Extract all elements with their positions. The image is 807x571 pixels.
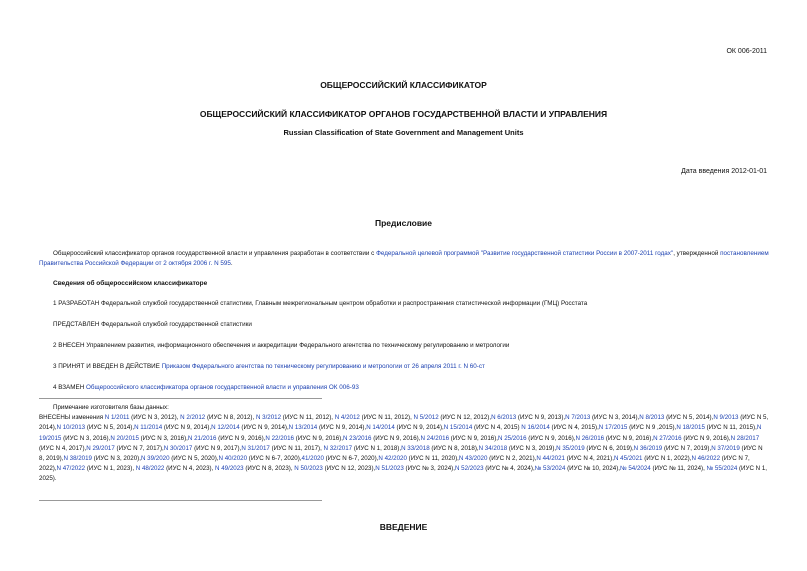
change-link[interactable]: N 32/2017 bbox=[323, 444, 353, 452]
change-source: (ИУС N 6-7, 2020), bbox=[247, 455, 302, 463]
change-source: (ИУС N 3, 2014), bbox=[590, 414, 640, 422]
change-source: (ИУС N 11, 2020), bbox=[406, 455, 459, 463]
change-link[interactable]: N 33/2018 bbox=[401, 444, 430, 452]
change-source: (ИУС N 5, 2020), bbox=[169, 455, 219, 463]
change-source: (ИУС N 3, 2016), bbox=[61, 434, 111, 442]
change-source: (ИУС N 7, 2017), bbox=[114, 444, 164, 452]
change-link[interactable]: № 55/2024 bbox=[706, 465, 738, 473]
change-source: (ИУС N 9, 2013), bbox=[516, 414, 566, 422]
change-link[interactable]: 41/2020 bbox=[301, 455, 324, 463]
change-source: (ИУС N 4, 2015), bbox=[549, 424, 599, 432]
change-link[interactable]: № 54/2024 bbox=[619, 465, 651, 473]
change-source: (ИУС N 9, 2016), bbox=[604, 434, 654, 442]
preface-paragraph bbox=[39, 249, 769, 269]
change-source: (ИУС N 1, 2025). bbox=[39, 465, 767, 483]
change-source: (ИУС N 6, 2019), bbox=[584, 444, 634, 452]
change-link[interactable]: N 34/2018 bbox=[478, 444, 508, 452]
change-link[interactable]: N 48/2022 bbox=[135, 465, 165, 473]
change-source: (ИУС N 9, 2016), bbox=[216, 434, 266, 442]
change-link[interactable]: N 6/2013 bbox=[491, 414, 517, 422]
change-source: (ИУС N 3, 2012), bbox=[129, 414, 181, 422]
preface-text-2: , утвержденной bbox=[673, 250, 721, 257]
change-link[interactable]: N 50/2023 bbox=[294, 465, 323, 473]
change-source: (ИУС N 12, 2023), bbox=[322, 465, 376, 473]
introduction-heading: ВВЕДЕНИЕ bbox=[379, 522, 428, 532]
change-source: (ИУС N 11, 2012), bbox=[359, 414, 414, 422]
change-source: (ИУС N 8, 2023), bbox=[243, 465, 295, 473]
change-source: (ИУС N 1, 2018), bbox=[352, 444, 402, 452]
info-item-introduced: 2 ВНЕСЕН Управлением развития, информационного обеспечения и аккредитации Федерального агентства по техническому регулированию и метрологии bbox=[53, 342, 510, 349]
change-link[interactable]: N 49/2023 bbox=[215, 465, 244, 473]
change-source: (ИУС N 3, 2020), bbox=[92, 455, 141, 463]
change-link[interactable]: N 5/2012 bbox=[413, 414, 439, 422]
change-source: (ИУС N 8, 2019), bbox=[39, 444, 763, 463]
change-link[interactable]: N 36/2019 bbox=[633, 444, 663, 452]
notes-divider-bottom bbox=[39, 500, 322, 501]
change-link[interactable]: N 51/2023 bbox=[375, 465, 404, 473]
change-source: (ИУС № 4, 2024), bbox=[483, 465, 535, 473]
change-source: (ИУС N 8, 2018), bbox=[429, 444, 479, 452]
change-source: (ИУС N 9, 2014), bbox=[239, 424, 289, 432]
change-source: (ИУС N 6-7, 2020), bbox=[323, 455, 379, 463]
info-item-developed: 1 РАЗРАБОТАН Федеральной службой государственной статистики, Главным межрегиональным центром обработки и распространения статистической информации (ГМЦ) Росстата bbox=[53, 300, 588, 307]
change-source: (ИУС N 9, 2016), bbox=[449, 434, 498, 442]
change-link[interactable]: N 17/2015 bbox=[598, 424, 628, 432]
change-link[interactable]: N 26/2016 bbox=[575, 434, 605, 442]
preface-heading: Предисловие bbox=[374, 218, 433, 228]
change-link[interactable]: N 3/2012 bbox=[255, 414, 282, 422]
change-link[interactable]: N 40/2020 bbox=[218, 455, 248, 463]
document-title: ОБЩЕРОССИЙСКИЙ КЛАССИФИКАТОР ОРГАНОВ ГОСУДАРСТВЕННОЙ ВЛАСТИ И УПРАВЛЕНИЯ bbox=[199, 109, 608, 119]
change-link[interactable]: № 53/2024 bbox=[534, 465, 566, 473]
change-source: (ИУС N 9 ,2015), bbox=[627, 424, 677, 432]
change-source: (ИУС N 9, 2014), bbox=[162, 424, 212, 432]
change-source: (ИУС N 11, 2017), bbox=[269, 444, 324, 452]
change-source: (ИУС N 9, 2016), bbox=[371, 434, 421, 442]
change-link[interactable]: N 46/2022 bbox=[691, 455, 721, 463]
english-title: Russian Classification of State Government and Management Units bbox=[283, 128, 524, 137]
change-source: (ИУС № 10, 2024), bbox=[565, 465, 620, 473]
change-link[interactable]: N 13/2014 bbox=[288, 424, 318, 432]
order-link[interactable]: Приказом Федерального агентства по техническому регулированию и метрологии от 26 апреля 2011 г. N 60-ст bbox=[161, 363, 485, 370]
change-source: (ИУС № 11, 2024), bbox=[650, 465, 707, 473]
change-source: (ИУС N 9, 2017), bbox=[192, 444, 242, 452]
notes-divider-top bbox=[39, 398, 322, 399]
notes-label: Примечание изготовителя базы данных: bbox=[53, 404, 169, 411]
change-link[interactable]: N 10/2013 bbox=[56, 424, 86, 432]
change-link[interactable]: N 45/2021 bbox=[613, 455, 643, 463]
change-link[interactable]: N 31/2017 bbox=[241, 444, 270, 452]
change-source: (ИУС N 5, 2014), bbox=[39, 414, 769, 432]
change-link[interactable]: N 44/2021 bbox=[536, 455, 565, 463]
decree-link[interactable]: постановлением Правительства Российской Федерации от 2 октября 2006 г. N 595 bbox=[39, 250, 769, 267]
change-link[interactable]: N 21/2016 bbox=[187, 434, 217, 442]
change-link[interactable]: N 47/2022 bbox=[56, 465, 86, 473]
change-source: (ИУС N 12, 2012), bbox=[438, 414, 492, 422]
change-link[interactable]: N 11/2014 bbox=[134, 424, 163, 432]
adopted-text: 3 ПРИНЯТ И ВВЕДЕН В ДЕЙСТВИЕ bbox=[53, 363, 162, 370]
change-link[interactable]: N 42/2020 bbox=[378, 455, 407, 463]
change-source: (ИУС N 2, 2021), bbox=[487, 455, 537, 463]
change-source: (ИУС N 4, 2015) bbox=[472, 424, 522, 432]
change-source: (ИУС N 9, 2016), bbox=[681, 434, 731, 442]
change-link[interactable]: N 37/2019 bbox=[711, 444, 740, 452]
change-link[interactable]: N 14/2014 bbox=[366, 424, 395, 432]
database-notes bbox=[39, 403, 769, 485]
change-link[interactable]: N 52/2023 bbox=[454, 465, 484, 473]
change-link[interactable]: N 35/2019 bbox=[556, 444, 585, 452]
program-link[interactable]: Федеральной целевой программой "Развитие государственной статистики России в 2007-2011 годах" bbox=[376, 250, 674, 257]
change-link[interactable]: N 30/2017 bbox=[163, 444, 193, 452]
change-source: (ИУС N 1, 2022), bbox=[642, 455, 692, 463]
change-link[interactable]: N 39/2020 bbox=[140, 455, 170, 463]
change-link[interactable]: N 7/2013 bbox=[565, 414, 591, 422]
change-source: (ИУС N 9, 2016), bbox=[526, 434, 576, 442]
info-item-adopted bbox=[53, 363, 485, 370]
change-link[interactable]: N 23/2016 bbox=[342, 434, 372, 442]
classifier-title: ОБЩЕРОССИЙСКИЙ КЛАССИФИКАТОР bbox=[320, 80, 487, 90]
change-source: (ИУС N 4, 2023), bbox=[164, 465, 216, 473]
change-link[interactable]: N 4/2012 bbox=[334, 414, 360, 422]
change-source: (ИУС N 5, 2014), bbox=[664, 414, 714, 422]
replaced-classifier-link[interactable]: Общероссийского классификатора органов государственной власти и управления ОК 006-93 bbox=[86, 384, 359, 391]
info-item-replaces bbox=[53, 384, 359, 391]
change-link[interactable]: N 12/2014 bbox=[211, 424, 240, 432]
changes-prefix: ВНЕСЕНЫ изменения bbox=[39, 414, 105, 422]
change-link[interactable]: N 8/2013 bbox=[639, 414, 665, 422]
change-link[interactable]: N 24/2016 bbox=[420, 434, 450, 442]
change-link[interactable]: N 2/2012 bbox=[180, 414, 206, 422]
change-link[interactable]: N 43/2020 bbox=[458, 455, 488, 463]
changes-list bbox=[39, 414, 768, 482]
change-link[interactable]: N 29/2017 bbox=[86, 444, 115, 452]
change-source: (ИУС N 8, 2012), bbox=[205, 414, 256, 422]
change-link[interactable]: N 9/2013 bbox=[713, 414, 739, 422]
change-source: (ИУС N 9, 2014), bbox=[394, 424, 444, 432]
change-source: (ИУС N 1, 2023), bbox=[85, 465, 136, 473]
change-link[interactable]: N 22/2016 bbox=[265, 434, 294, 442]
change-link[interactable]: N 16/2014 bbox=[521, 424, 550, 432]
change-source: (ИУС № 3, 2024), bbox=[403, 465, 455, 473]
change-source: (ИУС N 4, 2021), bbox=[564, 455, 614, 463]
change-source: (ИУС N 5, 2014), bbox=[85, 424, 135, 432]
change-link[interactable]: N 38/2019 bbox=[63, 455, 92, 463]
preface-text-1: Общероссийский классификатор органов государственной власти и управления разработан в соответствии с bbox=[53, 250, 377, 257]
change-link[interactable]: N 20/2015 bbox=[110, 434, 139, 442]
change-source: (ИУС N 7, 2019), bbox=[662, 444, 712, 452]
preface-text-3: . bbox=[230, 260, 233, 267]
change-link[interactable]: N 19/2015 bbox=[39, 424, 762, 442]
change-source: (ИУС N 4, 2017), bbox=[39, 444, 87, 452]
document-code: ОК 006-2011 bbox=[726, 48, 767, 55]
change-link[interactable]: N 15/2014 bbox=[443, 424, 473, 432]
change-source: (ИУС N 9, 2014), bbox=[317, 424, 367, 432]
change-link[interactable]: N 25/2016 bbox=[498, 434, 527, 442]
info-item-presented: ПРЕДСТАВЛЕН Федеральной службой государственной статистики bbox=[53, 321, 252, 328]
change-source: (ИУС N 3, 2016), bbox=[138, 434, 188, 442]
change-source: (ИУС N 7, 2022), bbox=[39, 455, 750, 473]
change-source: (ИУС N 11, 2015), bbox=[704, 424, 757, 432]
effective-date: Дата введения 2012-01-01 bbox=[681, 168, 767, 175]
change-source: (ИУС N 11, 2012), bbox=[281, 414, 335, 422]
info-heading: Сведения об общероссийском классификаторе bbox=[53, 280, 208, 287]
change-source: (ИУС N 9, 2016), bbox=[293, 434, 343, 442]
change-link[interactable]: N 28/2017 bbox=[730, 434, 760, 442]
change-source: (ИУС N 3, 2019), bbox=[507, 444, 557, 452]
change-link[interactable]: N 18/2015 bbox=[676, 424, 705, 432]
replaces-text: 4 ВЗАМЕН bbox=[53, 384, 86, 391]
change-link[interactable]: N 27/2016 bbox=[653, 434, 682, 442]
change-link[interactable]: N 1/2011 bbox=[104, 414, 130, 422]
